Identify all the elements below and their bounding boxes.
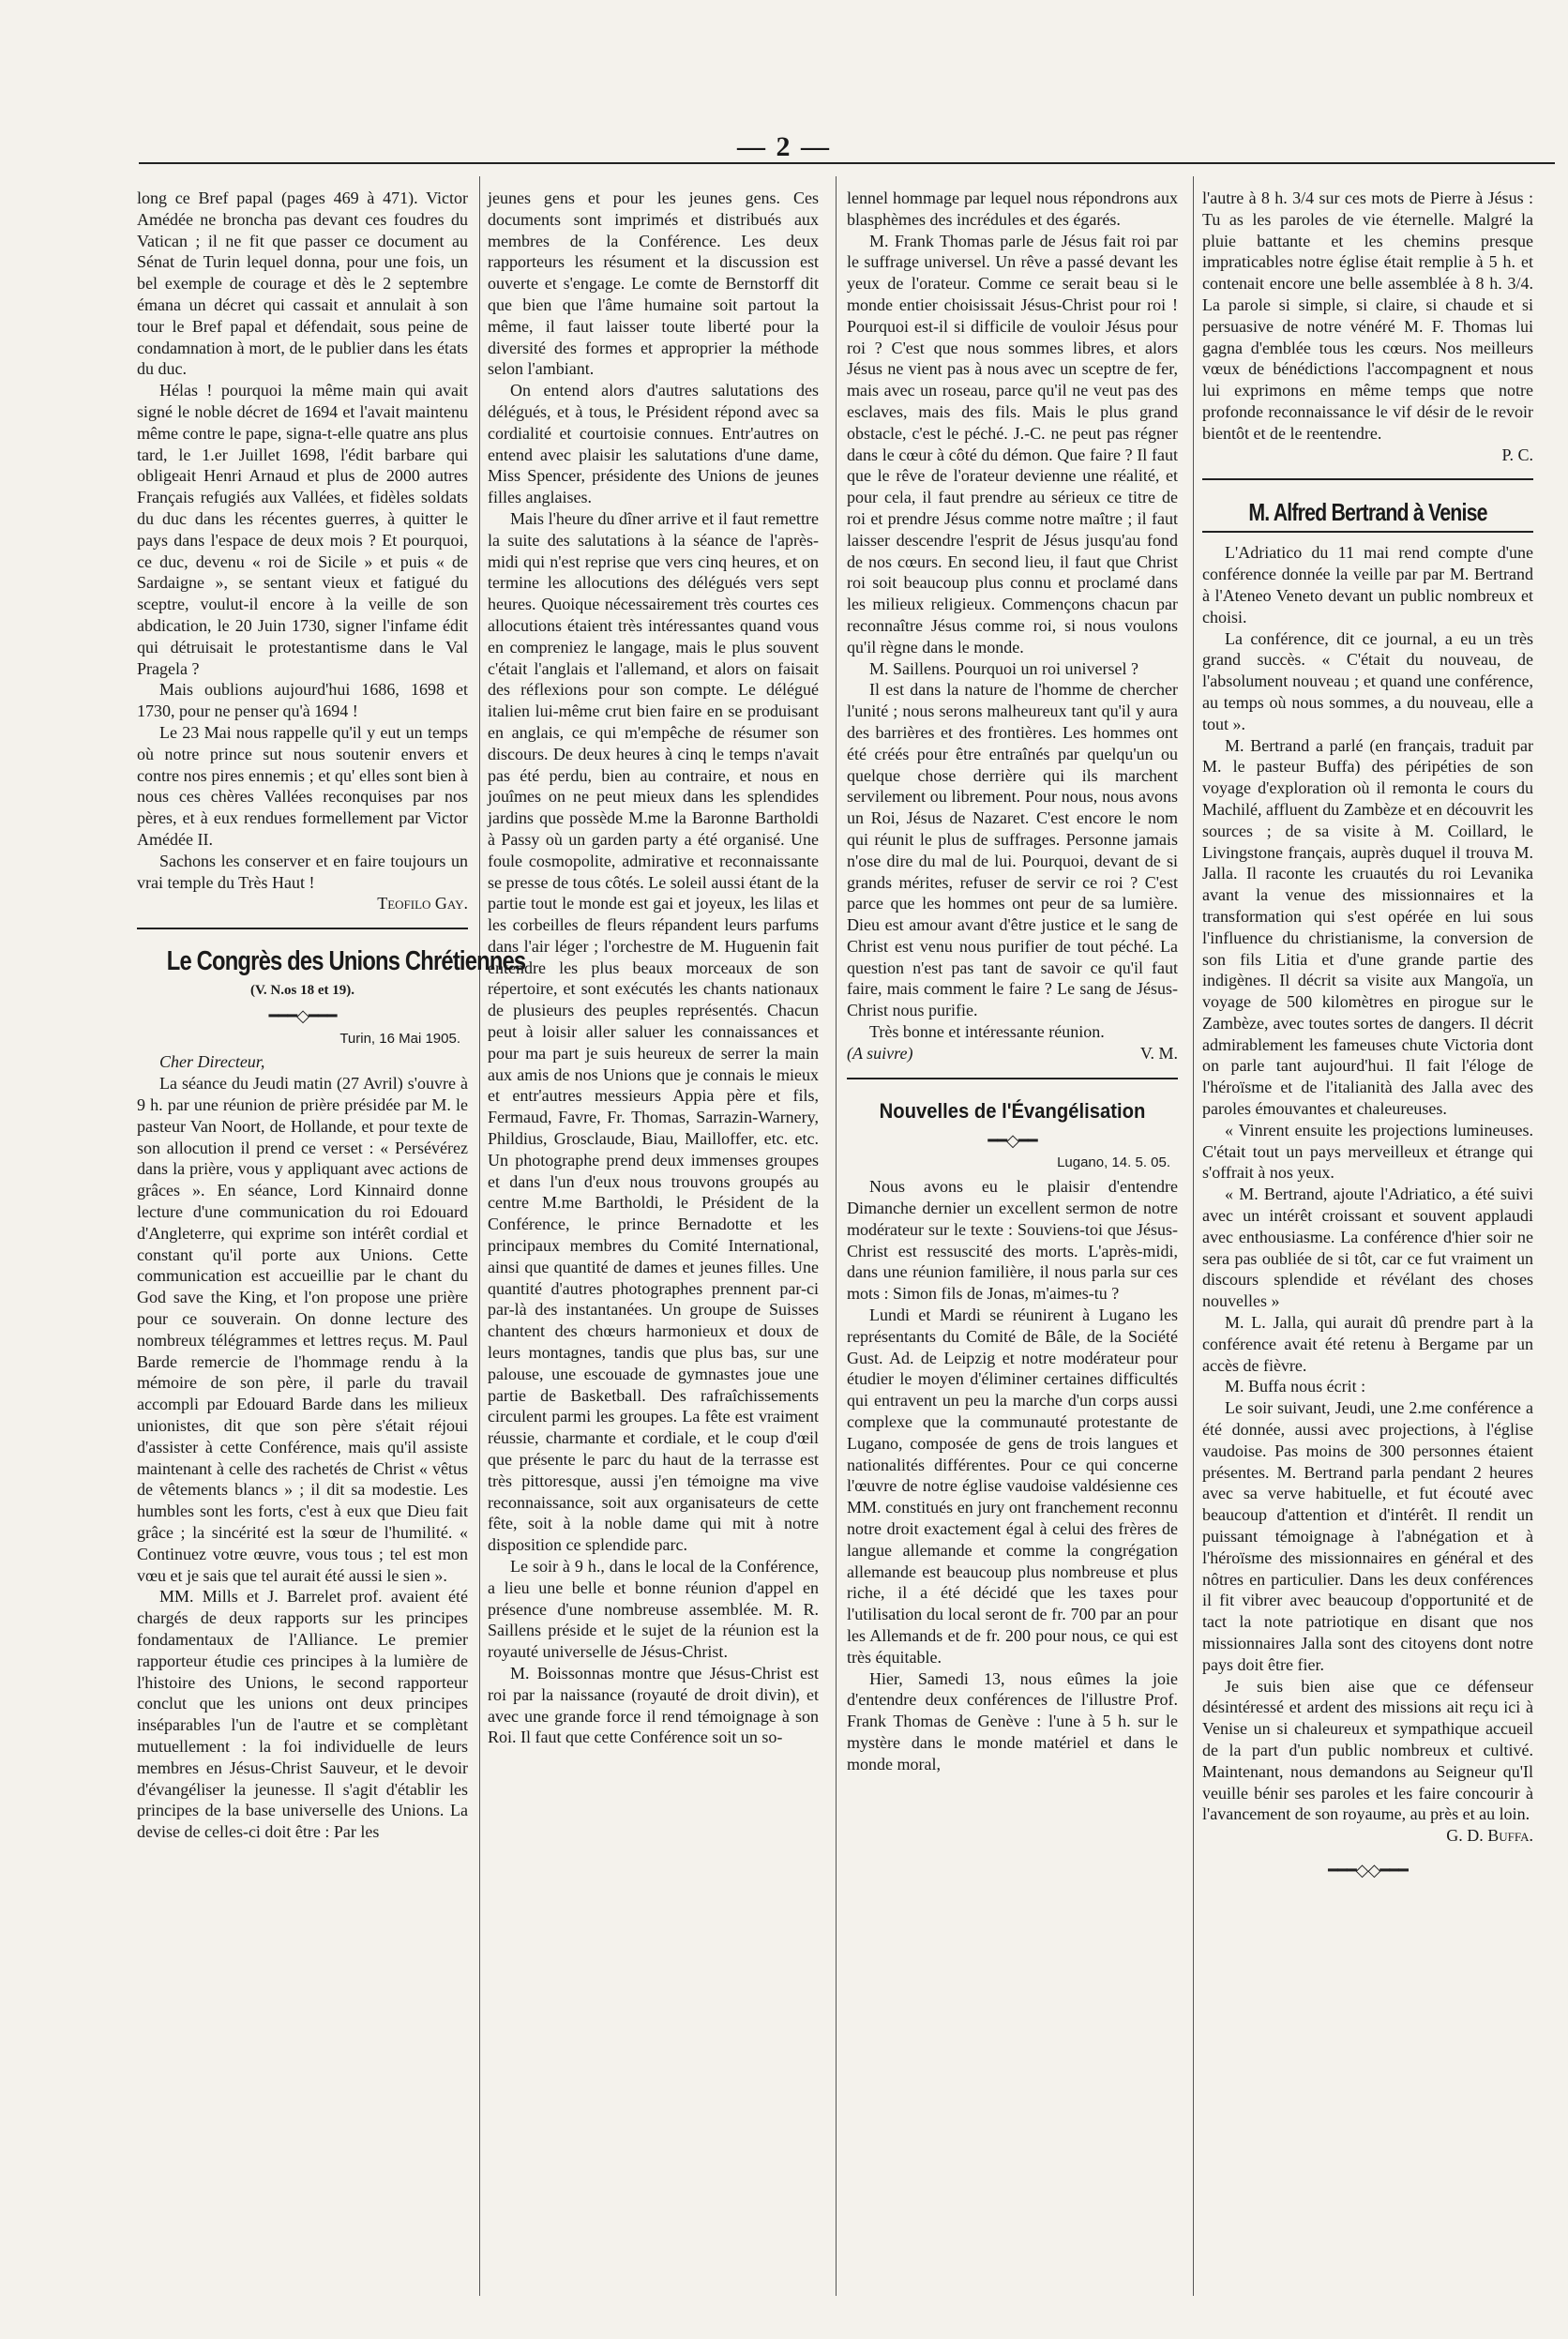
column-divider	[479, 176, 480, 2296]
dateline: Lugano, 14. 5. 05.	[1057, 1154, 1170, 1171]
author-signature: Teofilo Gay.	[377, 894, 468, 913]
article-headline: M. Alfred Bertrand à Venise	[1248, 498, 1487, 527]
article-end-line	[847, 1043, 1178, 1064]
paragraph: M. Boissonnas montre que Jésus-Christ est roi par la naissance (royauté de droit divin), et avec une grande force il rend témoignage à son Roi. Il faut que cette Conférence soit un so-	[488, 1663, 819, 1747]
column-divider	[1193, 176, 1194, 2296]
paragraph: La séance du Jeudi matin (27 Avril) s'ouvre à 9 h. par une réunion de prière présidée par M. le pasteur Van Noort, de Hollande, et pour texte de son allocution il prend ce verset : « Persévérez dans la prière, vous y appliquant avec actions de grâces ». En séance, Lord Kinnaird donne lecture d'une communication du roi Edouard d'Angleterre, qui exprime son intérêt cordial et constant qu'il porte aux Unions. Cette communication est accueillie par le chant du God save the King, et l'on propose une prière pour ce souverain. On donne lecture des nombreux télégrammes et lettres reçus. M. Paul Barde remercie de l'hommage rendu à la mémoire de son père, il parle du travail accompli par Edouard Barde dans les milieux unionistes, dit que son père s'était réjoui d'assister à cette Conférence, mais qu'il assiste maintenant à celle des rachetés de Christ « vêtus de vêtements blancs » ; il dit sa modestie. Les humbles sont les forts, c'est à eux que Dieu fait grâce ; la sincérité est la sœur de l'humilité. « Continuez votre œuvre, vous tous ; tel est mon vœu et je sais que tel aurait été aussi le sien ».	[137, 1074, 468, 1585]
paragraph: Mais oublions aujourd'hui 1686, 1698 et 1730, pour ne penser qu'à 1694 !	[137, 680, 468, 721]
paragraph: long ce Bref papal (pages 469 à 471). Victor Amédée ne broncha pas devant ces foudres du Vatican ; il ne fit que passer ce document au Sénat de Turin lequel donna, pour une fois, un bel exemple de courage et dès le 2 septembre émana un décret qui cassait et annulait à son tour le Bref papal et défendait, sous peine de condamnation à mort, de le publier dans les états du duc.	[137, 189, 468, 379]
paragraph: L'Adriatico du 11 mai rend compte d'une conférence donnée la veille par par M. Bertrand à l'Ateneo Veneto devant un public nombreux et choisi.	[1202, 543, 1533, 626]
column-1	[137, 188, 526, 2274]
paragraph: lennel hommage par lequel nous répondrons aux blasphèmes des incrédules et des égarés.	[847, 189, 1178, 229]
paragraph: Très bonne et intéressante réunion.	[869, 1022, 1105, 1042]
paragraph: Hélas ! pourquoi la même main qui avait signé le noble décret de 1694 et l'avait maintenu même contre le pape, signa-t-elle quatre ans plus tard, le 1.er Juillet 1698, l'édit barbare qui obligeait Henri Arnaud et plus de 2000 autres Français refugiés aux Vallées, et fidèles soldats du duc dans les récentes guerres, à quitter le pays dans l'espace de deux mois ? Et pourquoi, ce duc, devenu « roi de Sicile » et puis « de Sardaigne », se sentant vieux et fatigué du sceptre, voulut-il encore à la veille de son abdication, le 20 Juin 1730, signer l'infame édit qui détruisait le protestantisme dans le Val Pragela ?	[137, 381, 468, 678]
ornament-flourish: ━━━◇━━━	[268, 1005, 337, 1025]
header-rule	[139, 162, 1555, 164]
paragraph: l'autre à 8 h. 3/4 sur ces mots de Pierre à Jésus : Tu as les paroles de vie éternelle. Malgré la pluie battante et les chemins presque impraticables notre église était remplie à 5 h. et contenait encore une belle assemblée à 8 h. 3/4. La parole si simple, si claire, si chaude et si persuasive de notre vénéré M. F. Thomas lui gagna d'emblée tous les cœurs. Nos meilleurs vœux de bénédictions l'accompagnent et nous lui exprimons en même temps que notre profonde reconnaissance le vif désir de le revoir bientôt et de le reentendre.	[1202, 189, 1533, 443]
ornament-flourish: ━━━◇◇━━━	[1328, 1860, 1408, 1879]
paragraph: « Vinrent ensuite les projections lumineuses. C'était tout un pays merveilleux et étrange qui s'offrait à nos yeux.	[1202, 1120, 1533, 1183]
paragraph: M. L. Jalla, qui aurait dû prendre part à la conférence avait été retenu à Bergame par un accès de fièvre.	[1202, 1313, 1533, 1375]
paragraph: Hier, Samedi 13, nous eûmes la joie d'entendre deux conférences de l'illustre Prof. Frank Thomas de Genève : l'une à 5 h. sur le mystère dans le monde matériel et dans le monde moral,	[847, 1668, 1178, 1773]
column-2	[488, 188, 819, 2274]
section-rule	[1202, 478, 1533, 480]
column-divider	[836, 176, 837, 2296]
article-headline: Le Congrès des Unions Chrétiennes	[166, 946, 526, 977]
column-3	[847, 188, 1178, 2274]
paragraph: « M. Bertrand, ajoute l'Adriatico, a été suivi avec un intérêt croissant et souvent applaudi avec enthousiasme. La conférence d'hier soir ne sera pas oubliée de si tôt, car ce fut vraiment un discours splendide et révélant des choses nouvelles »	[1202, 1185, 1533, 1311]
paragraph: On entend alors d'autres salutations des délégués, et à tous, le Président répond avec sa cordialité et courtoisie connues. Entr'autres on entend avec plaisir les salutations d'une dame, Miss Spencer, présidente des Unions de jeunes filles anglaises.	[488, 381, 819, 507]
paragraph: Sachons les conserver et en faire toujours un vrai temple du Très Haut !	[137, 851, 468, 892]
section-rule	[847, 1078, 1178, 1079]
paragraph: Nous avons eu le plaisir d'entendre Dimanche dernier un excellent sermon de notre modérateur sur le texte : Souviens-toi que Jésus-Christ est ressuscité des morts. L'après-midi, dans une réunion familière, il nous parla sur ces mots : Simon fils de Jonas, m'aimes-tu ?	[847, 1177, 1178, 1304]
paragraph: M. Saillens. Pourquoi un roi universel ?	[869, 658, 1138, 678]
page-number: — 2 —	[737, 131, 831, 162]
to-be-continued: (A suivre)	[847, 1043, 913, 1063]
paragraph: Mais l'heure du dîner arrive et il faut remettre la suite des salutations à la séance de l'après-midi qui n'est reprise que vers cinq heures, et on termine les allocutions des délégués vers sept heures. Quoique nécessairement très courtes ces allocutions étaient très intéressantes quand vous en compreniez le langage, mais le plus souvent c'était l'anglais et l'allemand, et alors on faisait des réflexions pour son compte. Le délégué italien lui-même crut bien faire en se produisant en anglais, ce qui m'empêche de résumer son discours. De deux heures à cinq le temps n'avait pas été perdu, bien au contraire, et nous en jouîmes on ne peut mieux dans les splendides jardins que possède M.me la Baronne Bartholdi à Passy où un garden party a été organisé. Une foule cosmopolite, admirative et reconnaissante se presse de tous côtés. Le soleil aussi étant de la partie tout le monde est gai et joyeux, les lilas et les corbeilles de fleurs répandent leurs parfums dans l'air léger ; l'orchestre de M. Huguenin fait entendre les plus beaux morceaux de son répertoire, et sont exécutés les chants nationaux de plusieurs des peuples représentés. Chacun peut à loisir aller saluer les connaissances et pour ma part je suis heureux de serrer la main aux amis de nos Unions que je connais le mieux et entr'autres messieurs Appia père et fils, Fermaud, Favre, Fr. Thomas, Sarrazin-Warnery, Phildius, Grosclaude, Biau, Mailloffer, etc. etc. Un photographe prend deux immenses groupes et dans l'un d'eux nous trouvons groupés au centre M.me Bartholdi, le Président de la Conférence, le prince Bernadotte et les principaux membres du Comité International, ainsi que quantité de dames et jeunes filles. Une quantité d'autres photographes prennent par-ci par-là des instantanées. Un groupe de Suisses chantent des chœurs harmonieux et doux de leurs montagnes, tandis que plus bas, sur une palouse, une escouade de gymnastes joue une partie de Basketball. Des rafraîchissements circulent parmi les groupes. La fête est vraiment réussie, charmante et cordiale, et le coup d'œil que présente le parc du haut de la terrasse est très pittoresque, aussi j'en témoigne ma vive reconnaissance, soit aux organisateurs de cette fête, soit à la noble dame qui mit à notre disposition ce splendide parc.	[488, 508, 819, 1555]
paragraph: M. Frank Thomas parle de Jésus fait roi par le suffrage universel. Un rêve a passé devant les yeux de l'orateur. Comme ce serait beau si le monde entier choisissait Jésus-Christ pour roi ! Pourquoi est-il si difficile de vouloir Jésus pour roi ? C'est que nous sommes libres, et alors Jésus ne vient pas à nous avec un sceptre de fer, mais avec un roseau, parce qu'il ne veut pas des esclaves, mais des fils. Mais le plus grand obstacle, c'est le péché. J.-C. ne peut pas régner dans le cœur à côté du démon. Que faire ? Il faut que le rêve de l'orateur devienne une réalité, et pour cela, il faut prendre au sérieux ce titre de roi et prendre Jésus comme notre maître ; il faut laisser descendre l'esprit de Jésus jusqu'au fond de nos cœurs. En second lieu, il faut que Christ roi soit beaucoup plus connu et proclamé dans les milieux religieux. Commençons chacun par reconnaître Jésus comme roi, si nous voulons qu'il règne dans le monde.	[847, 231, 1178, 656]
salutation: Cher Directeur,	[159, 1052, 265, 1072]
paragraph: Le soir à 9 h., dans le local de la Conférence, a lieu une belle et bonne réunion d'appel en présence d'une nombreuse assemblée. M. R. Saillens préside et le sujet de la réunion est la royauté universelle de Jésus-Christ.	[488, 1557, 819, 1662]
paragraph: M. Buffa nous écrit :	[1225, 1377, 1366, 1396]
section-rule	[1202, 531, 1533, 533]
paragraph: La conférence, dit ce journal, a eu un très grand succès. « C'était du nouveau, de l'absolument nouveau ; et quand une conférence, au temps où nous sommes, a du nouveau, elle a tout ».	[1202, 628, 1533, 733]
paragraph: Le 23 Mai nous rappelle qu'il y eut un temps où notre prince sut nous soutenir envers et contre nos pires ennemis ; et qu' elles sont bien à nous ces chères Vallées reconquises par nos pères, et à eux rendues formellement par Victor Amédée II.	[137, 722, 468, 849]
article-subheading: (V. N.os 18 et 19).	[250, 983, 354, 999]
ornament-flourish: ━━◇━━	[988, 1130, 1037, 1150]
dateline: Turin, 16 Mai 1905.	[339, 1030, 460, 1047]
paragraph: MM. Mills et J. Barrelet prof. avaient été chargés de deux rapports sur les principes fondamentaux de l'Alliance. Le premier rapporteur étudie ces principes à la lumière de l'histoire des Unions, le second rapporteur conclut que les unions ont deux principes inséparables l'un de l'autre et se complètant mutuellement : la foi individuelle de leurs membres en Jésus-Christ Sauveur, et le devoir d'évangéliser la jeunesse. Il s'agit d'établir les principes de la base universelle des Unions. La devise de celles-ci doit être : Par les	[137, 1587, 468, 1842]
paragraph: M. Bertrand a parlé (en français, traduit par M. le pasteur Buffa) des péripéties de son voyage d'exploration où il remonta le cours du Machilé, affluent du Zambèze et en découvrit les sources ; de sa visite à M. Coillard, le Livingstone français, auprès duquel il trouva M. Jalla. Il raconte les cruautés du roi Levanika avant la venue des missionnaires et la transformation qui s'est opérée en lui sous l'influence du christianisme, la conversion de son fils Litia et d'une grande partie des indigènes. Il décrit sa visite aux Mangoïa, un voyage de 500 kilomètres en pirogue sur le Zambèze, avec toutes sortes de dangers. Il décrit admirablement les fameuses chute Victoria dont on parle tant aujourd'hui. Il fait l'éloge de l'héroïsme et de l'italianità des Jalla avec des paroles émouvantes et chaleureuses.	[1202, 735, 1533, 1119]
section-rule	[137, 928, 468, 929]
paragraph: Lundi et Mardi se réunirent à Lugano les représentants du Comité de Bâle, de la Société Gust. Ad. de Leipzig et notre modérateur pour étudier le moyen d'éliminer certaines difficultés qui entravent un peu la marche d'un corps aussi complexe que la communauté protestante de Lugano, composée de gens de trois langues et nationalités différentes. Pour ce qui concerne l'œuvre de notre église vaudoise valdésienne ces MM. constitués en jury ont franchement reconnu notre droit exactement égal à celui des frères de langue allemande et comme la congrégation allemande est beaucoup plus nombreuse et plus riche, il a été décidé que les taxes pour l'utilisation du local seront de fr. 700 par an pour les Allemands et de fr. 200 pour nous, ce qui est très équitable.	[847, 1305, 1178, 1667]
column-4	[1202, 188, 1533, 2274]
author-signature: G. D. Buffa.	[1446, 1826, 1533, 1846]
paragraph: Le soir suivant, Jeudi, une 2.me conférence a été donnée, aussi avec projections, à l'église vaudoise. Pas moins de 300 personnes étaient présentes. M. Bertrand parla pendant 2 heures avec sa verve habituelle, et fut écouté avec beaucoup d'attention et d'intérêt. Il rendit un puissant témoignage à l'abnégation et à l'héroïsme des missionnaires en général et des nôtres en particulier. Dans les deux conférences il fit vibrer avec beaucoup d'opportunité et de tact la note patriotique en disant que nos missionnaires Jalla sont des citoyens dont notre pays doit être fier.	[1202, 1398, 1533, 1674]
author-signature: V. M.	[1139, 1043, 1178, 1063]
paragraph: Je suis bien aise que ce défenseur désintéressé et ardent des missions ait reçu ici à Venise un si chaleureux et sympathique accueil de la part d'un public nombreux et cultivé. Maintenant, nous demandons au Seigneur qu'Il veuille bénir ses paroles et les faire concourir à l'avancement de son royaume, au près et au loin.	[1202, 1676, 1533, 1824]
article-headline: Nouvelles de l'Évangélisation	[879, 1098, 1146, 1123]
paragraph: jeunes gens et pour les jeunes gens. Ces documents sont imprimés et distribués aux membres de la Conférence. Les deux rapporteurs les résument et la discussion est ouverte et s'engage. Le comte de Bernstorff dit que bien que l'âme humaine soit partout la même, il faut laisser toute liberté pour la diversité des formes et approprier la méthode selon l'ambiant.	[488, 189, 819, 379]
paragraph: Il est dans la nature de l'homme de chercher l'unité ; nous serons malheureux tant qu'il y aura des barrières et des frontières. Les hommes ont été créés pour être entraînés par quelqu'un ou quelque chose derrière qui ils marchent servilement ou librement. Pour nous, nous avons un Roi, Jésus de Nazaret. C'est encore le nom qui réunit le plus de suffrages. Personne jamais n'ose dire du mal de lui. Pourquoi, devant de si grands mérites, refuser de servir ce roi ? C'est parce que les hommes ont peur de sa lumière. Dieu est amour avant d'être justice et le sang de Christ est venu nous purifier de tout péché. La question n'est pas tant de savoir ce qu'il faut faire, mais comment le faire ? Le sang de Jésus-Christ nous purifie.	[847, 680, 1178, 1020]
author-signature: P. C.	[1501, 445, 1533, 464]
